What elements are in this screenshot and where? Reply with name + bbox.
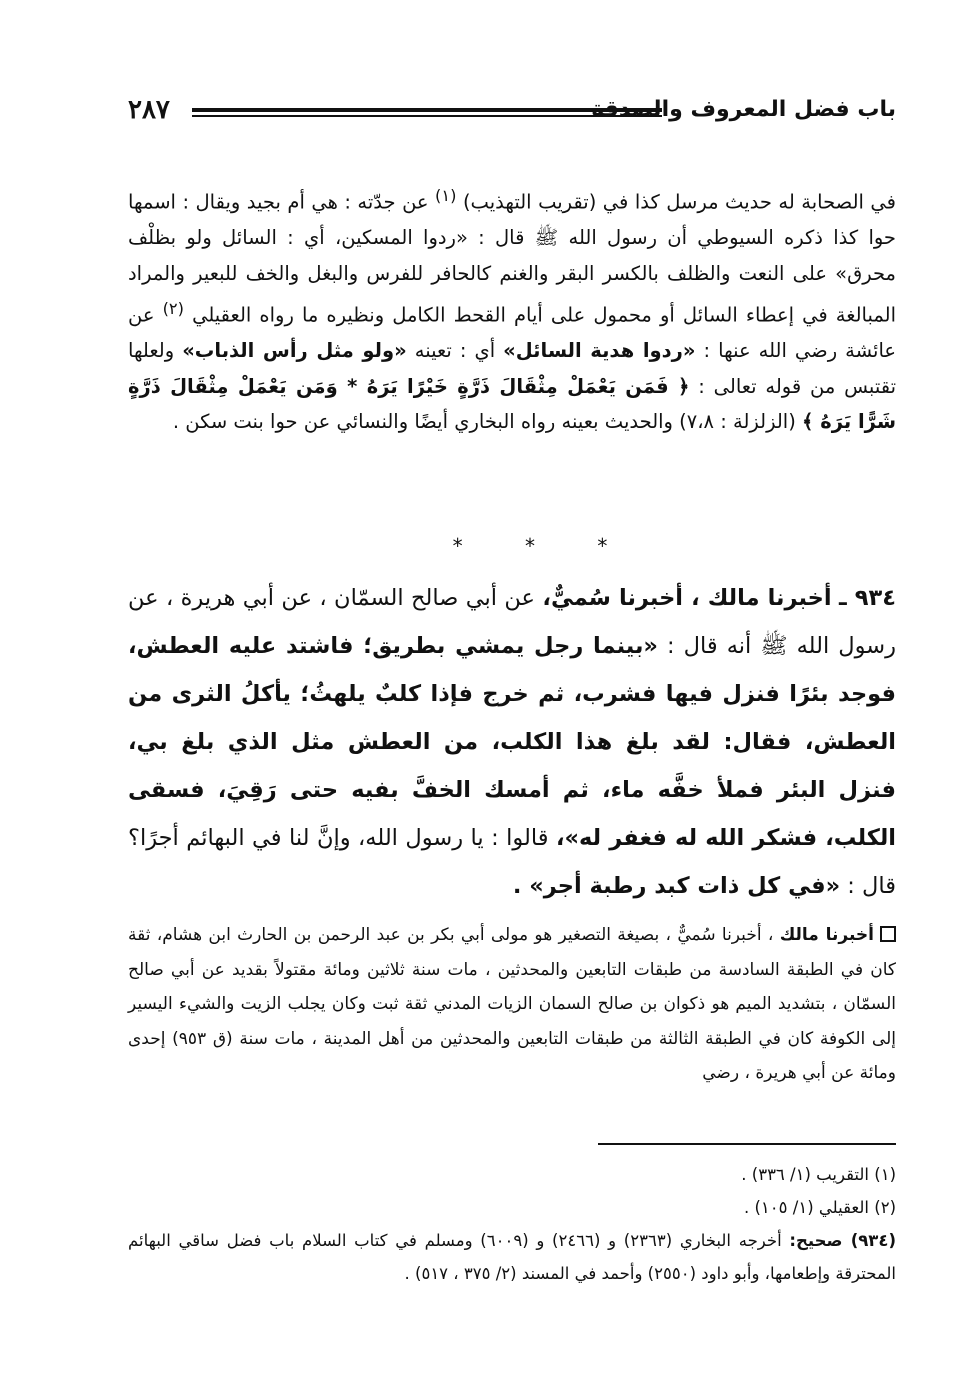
page-header (128, 92, 896, 132)
hadith-answer: «في كل ذات كبد رطبة أجر» . (512, 873, 841, 899)
section-separator (380, 534, 680, 558)
intro-text-6: (الزلزلة : ٧،٨) والحديث بعينه رواه البخاري أيضًا والنسائي عن حوا بنت سكن . (172, 410, 796, 433)
separator-star: * (452, 534, 463, 558)
footnote-3-label: (٩٣٤) صحيح: (789, 1231, 896, 1250)
footnote-rule (598, 1143, 896, 1145)
footnote-3-text: أخرجه البخاري (٢٣٦٣) و (٢٤٦٦) و (٦٠٠٩) ومسلم في كتاب السلام باب فضل ساقي البهائم المحترقة وإطعامها، وأبو داود (٢٥٥٠) وأحمد في المسند (٢/ ٣٧٥ ، ٥١٧) . (128, 1231, 896, 1283)
hadith-934 (128, 574, 896, 910)
hadith-chain-text: عن أبي صالح السمّان ، عن أبي هريرة ، عن رسول الله ﷺ أنه قال : (128, 585, 896, 659)
hadith-question: قالوا : يا رسول الله، وإنَّ لنا في البهائم أجرًا؟ قال : (128, 825, 896, 899)
footnote-1: (١) التقريب (١/ ٣٣٦) . (741, 1165, 896, 1184)
separator-star: * (597, 534, 608, 558)
intro-paragraph (128, 178, 896, 440)
square-bullet-icon (880, 926, 896, 942)
commentary-text: ، أخبرنا سُميٌّ ، بصيغة التصغير هو مولى أبي بكر بن عبد الرحمن بن الحارث ابن هشام، ثقة كان في الطبقة السادسة من طبقات التابعين والمحدثين ، مات سنة ثلاثين ومائة مقتولاً بقديد عن أبي صالح السمّان ، بتشديد الميم هو ذكوان بن صالح السمان الزيات المدني ثقة ثبت وكان يجلب الزيت والشيء اليسير إلى الكوفة كان في الطبقة الثالثة من طبقات التابعين والمحدثين من أهل المدينة ، مات سنة (ق ٩٥٣) إحدى ومائة عن أبي هريرة ، رضي (128, 925, 896, 1083)
quran-verse: ﴿ فَمَن يَعْمَلْ مِثْقَالَ ذَرَّةٍ خَيْرًا يَرَهُ * وَمَن يَعْمَلْ مِثْقَالَ ذَرَّةٍ شَرًّا يَرَهُ ﴾ (128, 374, 896, 433)
intro-quote-1: «ردوا هدية السائل» (503, 339, 696, 362)
hadith-matn: «بينما رجل يمشي بطريق؛ فاشتد عليه العطش، فوجد بئرًا فنزل فيها فشرب، ثم خرج فإذا كلبٌ يلهثُ؛ يأكلُ الثرى من العطش، فقال: لقد بلغ هذا الكلب، من العطش مثل الذي بلغ بي، فنزل البئر فملأ خفَّه ماء، ثم أمسك الخفَّ بفيه حتى رَقِيَ، فسقى الكلب، فشكر الله له فغفر له»، (128, 633, 896, 851)
hadith-chain-bold: أخبرنا مالك ، أخبرنا سُميٌّ، (542, 585, 832, 611)
commentary-paragraph (128, 918, 896, 1091)
footnote-3 (128, 1224, 896, 1290)
intro-text-5: ولعلها تقتبس من قوله تعالى : (128, 339, 896, 398)
hadith-number: ٩٣٤ ـ (839, 585, 896, 611)
intro-text-4: أي : تعينه (414, 339, 496, 362)
intro-text-1: في الصحابة له حديث مرسل كذا في (تقريب التهذيب) (462, 190, 896, 214)
footnote-ref-2: (٢) (162, 299, 184, 318)
footnote-2: (٢) العقيلي (١/ ١٠٥) . (743, 1198, 896, 1217)
commentary-lead: أخبرنا مالك (779, 925, 875, 945)
chapter-title: باب فضل المعروف والصدقة (591, 97, 896, 122)
intro-quote-2: «ولو مثل رأس الذباب» (182, 339, 407, 362)
footnotes (128, 1158, 896, 1290)
intro-text-2: عن جدّته : هي أم بجيد ويقال : اسمها حوا كذا ذكره السيوطي أن رسول الله ﷺ قال : «ردوا المسكين، أي : السائل ولو بظلْف محرق» على النعت والظلف بالكسر البقر والغنم كالحافر للفرس والبغل والخف للبعير والمراد المبالغة في إعطاء السائل أو محمول على أيام القحط الكامل ونظيره ما رواه العقيلي (128, 190, 897, 327)
footnote-ref-1: (١) (435, 186, 457, 205)
page-number: ٢٨٧ (128, 95, 170, 125)
intro-text-3: عن عائشة رضي الله عنها : (128, 303, 897, 362)
separator-star: * (525, 534, 535, 558)
